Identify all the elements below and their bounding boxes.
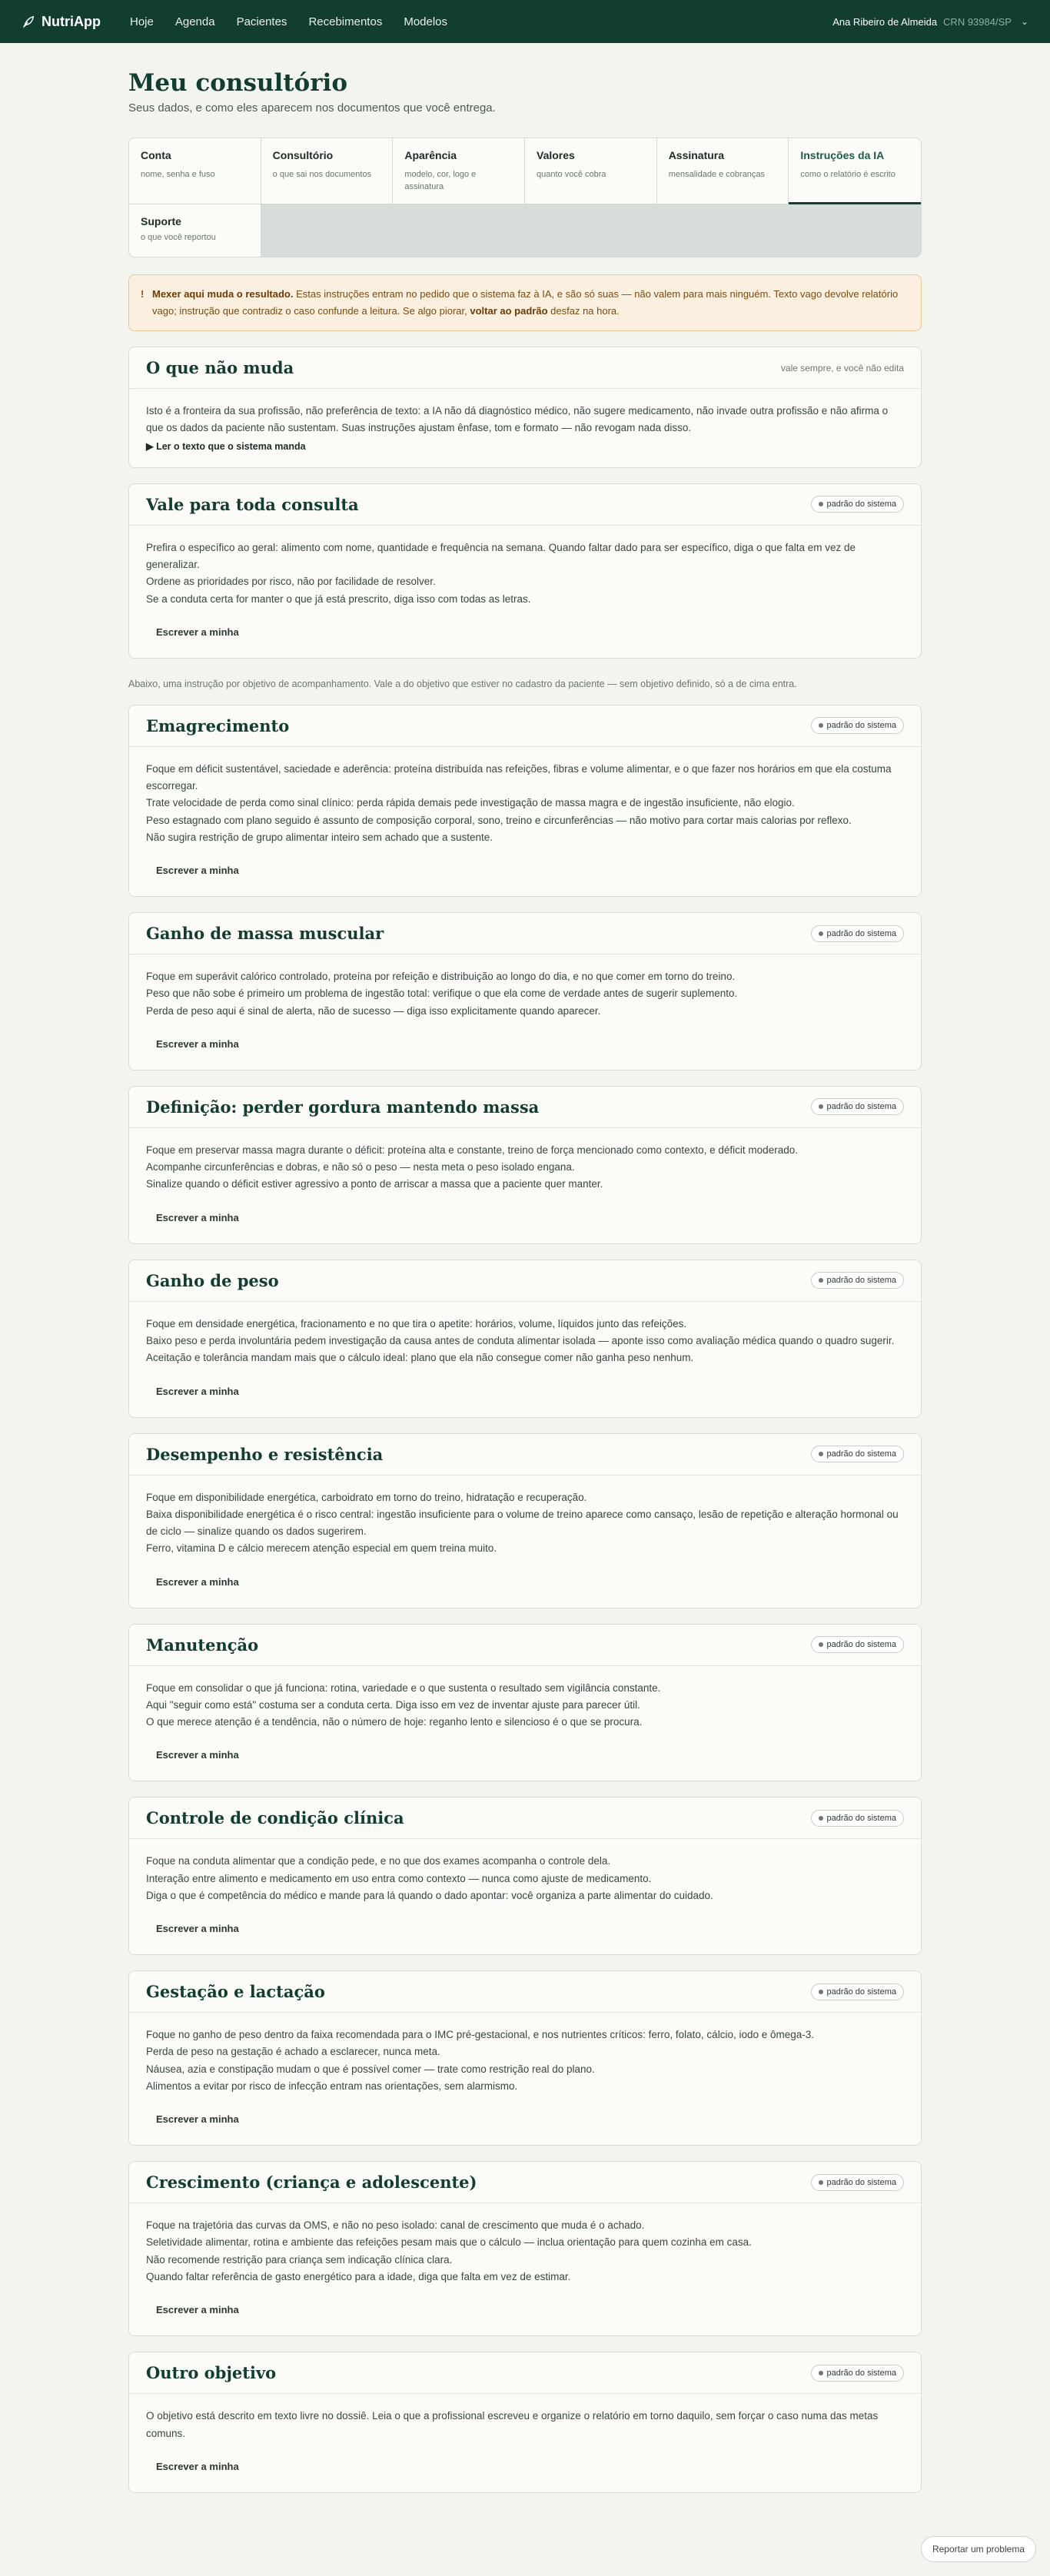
card-line: Prefira o específico ao geral: alimento com nome, quantidade e frequência na semana. Quando faltar dado para ser específico, diga o que falta em vez de generalizar. xyxy=(146,541,856,570)
tab-suporte[interactable] xyxy=(129,204,261,257)
status-badge xyxy=(811,1810,905,1827)
card-line: Náusea, azia e constipação mudam o que é possível comer — trate como restrição real do plano. xyxy=(146,2063,595,2075)
dot-icon xyxy=(819,2180,823,2185)
write-own-button[interactable]: Escrever a minha xyxy=(156,2304,239,2316)
card-goal xyxy=(128,2161,922,2336)
tab-title: Suporte xyxy=(141,215,181,227)
card-goal xyxy=(128,1624,922,1782)
card-title: Desempenho e resistência xyxy=(146,1444,384,1464)
card-line: Diga o que é competência do médico e mande para lá quando o dado apontar: você organiza a parte alimentar do cuidado. xyxy=(146,1889,713,1901)
card-line: Foque na conduta alimentar que a condição pede, e no que dos exames acompanha o controle dela. xyxy=(146,1855,611,1867)
badge-label: padrão do sistema xyxy=(826,2177,896,2187)
tab-instrucoes-ia[interactable] xyxy=(789,138,921,204)
report-problem-button[interactable]: Reportar um problema xyxy=(921,2536,1036,2562)
tab-title: Conta xyxy=(141,149,171,161)
nav-link-hoje[interactable]: Hoje xyxy=(129,15,154,28)
card-title: Ganho de peso xyxy=(146,1270,279,1290)
card-goal xyxy=(128,1086,922,1244)
warning-strong: Mexer aqui muda o resultado. xyxy=(152,288,294,300)
card-title: Outro objetivo xyxy=(146,2363,277,2383)
status-badge xyxy=(811,1272,905,1289)
card-line: Peso estagnado com plano seguido é assunto de composição corporal, sono, treino e circunferências — não motivo para cortar mais calorias por reflexo. xyxy=(146,814,852,826)
write-own-button[interactable]: Escrever a minha xyxy=(156,1749,239,1761)
card-line: Peso que não sobe é primeiro um problema de ingestão total: verifique o que ela come de verdade antes de sugerir suplemento. xyxy=(146,988,738,1000)
nav-link-pacientes[interactable]: Pacientes xyxy=(236,15,287,28)
tab-title: Consultório xyxy=(272,149,334,161)
card-line: Foque em disponibilidade energética, carboidrato em torno do treino, hidratação e recuperação. xyxy=(146,1491,587,1503)
nav-link-agenda[interactable]: Agenda xyxy=(174,15,215,28)
card-line: Aqui "seguir como está" costuma ser a conduta certa. Diga isso em vez de inventar ajuste para parecer útil. xyxy=(146,1698,640,1711)
card-line: Baixa disponibilidade energética é o risco central: ingestão insuficiente para o volume de treino aparece como cansaço, lesão de repetição e alteração hormonal ou de ciclo — sinalize quando os dados sugerirem. xyxy=(146,1508,899,1538)
card-goal xyxy=(128,1797,922,1955)
status-badge xyxy=(811,717,905,734)
card-line: Acompanhe circunferências e dobras, e não só o peso — nesta meta o peso isolado engana. xyxy=(146,1161,575,1173)
status-badge xyxy=(811,1636,905,1653)
dot-icon xyxy=(819,1278,823,1283)
goals-intro: Abaixo, uma instrução por objetivo de acompanhamento. Vale a do objetivo que estiver no cadastro da paciente — sem objetivo definido, só a de cima entra. xyxy=(128,678,797,689)
write-own-button[interactable]: Escrever a minha xyxy=(156,1211,239,1223)
brand[interactable] xyxy=(22,14,101,30)
main-nav xyxy=(130,15,447,28)
user-menu[interactable] xyxy=(832,16,1028,28)
tab-valores[interactable] xyxy=(525,138,657,204)
dot-icon xyxy=(819,931,823,936)
write-own-button[interactable]: Escrever a minha xyxy=(156,2113,239,2126)
card-goal xyxy=(128,1970,922,2146)
card-title: Emagrecimento xyxy=(146,715,290,735)
card-title: Controle de condição clínica xyxy=(146,1808,404,1828)
tab-consultorio[interactable] xyxy=(261,138,394,204)
card-line: Isto é a fronteira da sua profissão, não preferência de texto: a IA não dá diagnóstico médico, não sugere medicamento, não invade outra profissão e não afirma o que os dados da paciente não sustentam. Suas instruções ajustam ênfase, tom e formato — não revogam nada disso. xyxy=(146,405,889,434)
badge-label: padrão do sistema xyxy=(826,1276,896,1286)
main-content xyxy=(128,43,922,2493)
card-line: Foque em superávit calórico controlado, proteína por refeição e distribuição ao longo do dia, e no que comer em torno do treino. xyxy=(146,971,736,983)
nav-link-modelos[interactable]: Modelos xyxy=(404,15,448,28)
card-line: Foque em preservar massa magra durante o déficit: proteína alta e constante, treino de força mencionado como contexto, e déficit moderado. xyxy=(146,1144,798,1156)
status-badge xyxy=(811,2174,905,2191)
card-line: Quando faltar referência de gasto energético para a idade, diga que falta em vez de estimar. xyxy=(146,2271,571,2283)
card-goal xyxy=(128,705,922,897)
dot-icon xyxy=(819,2371,823,2375)
card-title: Gestação e lactação xyxy=(146,1982,325,2002)
dot-icon xyxy=(819,1104,823,1109)
card-line: Alimentos a evitar por risco de infecção entram nas orientações, sem alarmismo. xyxy=(146,2080,518,2092)
badge-label: padrão do sistema xyxy=(826,1640,896,1650)
card-line: Aceitação e tolerância mandam mais que o cálculo ideal: plano que ela não consegue comer não ganha peso nenhum. xyxy=(146,1352,694,1364)
settings-tabs xyxy=(128,138,922,257)
badge-label: padrão do sistema xyxy=(826,500,896,510)
goal-cards xyxy=(128,705,922,2493)
card-title: Crescimento (criança e adolescente) xyxy=(146,2173,477,2193)
card-goal xyxy=(128,912,922,1071)
card-line: Ordene as prioridades por risco, não por facilidade de resolver. xyxy=(146,576,436,588)
card-line: Não recomende restrição para criança sem indicação clínica clara. xyxy=(146,2253,453,2266)
read-system-text-toggle[interactable]: ▶ Ler o texto que o sistema manda xyxy=(146,440,306,452)
card-line: O que merece atenção é a tendência, não o número de hoje: reganho lento e silencioso é o que se procura. xyxy=(146,1716,643,1728)
badge-label: padrão do sistema xyxy=(826,1449,896,1459)
tab-title: Aparência xyxy=(404,149,457,161)
write-own-button[interactable]: Escrever a minha xyxy=(156,1923,239,1935)
status-badge xyxy=(811,496,905,513)
card-goal xyxy=(128,1433,922,1608)
card-line: Foque em densidade energética, fracionamento e no que tira o apetite: horários, volume, líquidos junto das refeições. xyxy=(146,1317,687,1329)
warning-icon: ! xyxy=(141,288,145,300)
tab-desc: quanto você cobra xyxy=(537,170,606,179)
dot-icon xyxy=(819,1642,823,1647)
tab-aparencia[interactable] xyxy=(393,138,525,204)
user-crn: CRN 93984/SP xyxy=(943,15,1012,28)
card-line: Foque no ganho de peso dentro da faixa recomendada para o IMC pré-gestacional, e nos nutrientes críticos: ferro, folato, cálcio, iodo e ômega-3. xyxy=(146,2029,815,2041)
write-own-button[interactable]: Escrever a minha xyxy=(156,865,239,877)
page-title: Meu consultório xyxy=(128,69,348,97)
tab-title: Valores xyxy=(537,149,575,161)
chevron-down-icon: ⌄ xyxy=(1020,16,1028,27)
card-line: Foque na trajetória das curvas da OMS, e não no peso isolado: canal de crescimento que muda é o achado. xyxy=(146,2219,645,2232)
write-own-button[interactable]: Escrever a minha xyxy=(156,1385,239,1397)
card-line: Não sugira restrição de grupo alimentar inteiro sem achado que a sustente. xyxy=(146,831,493,843)
leaf-logo-icon xyxy=(22,15,35,28)
status-badge xyxy=(811,1446,905,1462)
card-fixed-rules xyxy=(128,347,922,468)
warning-strong-2: voltar ao padrão xyxy=(470,305,548,317)
user-name: Ana Ribeiro de Almeida xyxy=(832,15,938,28)
tab-desc: mensalidade e cobranças xyxy=(668,170,766,179)
tab-title: Assinatura xyxy=(668,149,725,161)
badge-label: padrão do sistema xyxy=(826,721,896,731)
card-goal xyxy=(128,2352,922,2493)
status-badge xyxy=(811,925,905,942)
warning-text: Estas instruções entram no pedido que o sistema faz à IA, e são só suas — não valem para mais ninguém. Texto vago devolve relatório vago; instrução que contradiz o caso confunde a leitura. Se algo piorar, xyxy=(152,288,899,317)
card-line: Se a conduta certa for manter o que já está prescrito, diga isso com todas as letras. xyxy=(146,593,531,605)
dot-icon xyxy=(819,1452,823,1456)
card-line: Foque em consolidar o que já funciona: rotina, variedade e o que sustenta o resultado sem vigilância constante. xyxy=(146,1681,661,1694)
card-title: Ganho de massa muscular xyxy=(146,924,384,944)
page-subtitle: Seus dados, e como eles aparecem nos documentos que você entrega. xyxy=(128,101,496,115)
card-meta: vale sempre, e você não edita xyxy=(780,362,904,373)
status-badge xyxy=(811,1098,905,1115)
tab-desc: modelo, cor, logo e assinatura xyxy=(404,170,477,191)
tab-desc: como o relatório é escrito xyxy=(800,170,895,179)
write-own-button[interactable]: Escrever a minha xyxy=(156,1037,239,1050)
card-line: Perda de peso na gestação é achado a esclarecer, nunca meta. xyxy=(146,2046,440,2058)
warning-banner xyxy=(128,274,922,331)
card-title: Definição: perder gordura mantendo massa xyxy=(146,1097,540,1117)
card-line: Ferro, vitamina D e cálcio merecem atenção especial em quem treina muito. xyxy=(146,1542,497,1555)
card-line: Interação entre alimento e medicamento em uso entra como contexto — nunca como ajuste de medicamento. xyxy=(146,1872,652,1884)
card-title: O que não muda xyxy=(146,358,294,378)
write-own-button[interactable]: Escrever a minha xyxy=(156,2460,239,2472)
tab-desc: nome, senha e fuso xyxy=(141,170,215,179)
badge-label: padrão do sistema xyxy=(826,2368,896,2378)
card-line: Baixo peso e perda involuntária pedem investigação da causa antes de conduta alimentar isolada — aponte isso como avaliação médica quando o quadro sugerir. xyxy=(146,1334,895,1346)
card-line: Foque em déficit sustentável, saciedade e aderência: proteína distribuída nas refeições, fibras e volume alimentar, e o que fazer nos horários em que ela costuma escorregar. xyxy=(146,762,892,792)
badge-label: padrão do sistema xyxy=(826,928,896,938)
badge-label: padrão do sistema xyxy=(826,1813,896,1823)
card-title: Vale para toda consulta xyxy=(146,494,359,514)
brand-name: NutriApp xyxy=(42,13,101,29)
status-badge xyxy=(811,2365,905,2382)
card-line: O objetivo está descrito em texto livre no dossiê. Leia o que a profissional escreveu e organize o relatório em torno daquilo, sem forçar o caso numa das metas comuns. xyxy=(146,2410,879,2439)
dot-icon xyxy=(819,723,823,728)
badge-label: padrão do sistema xyxy=(826,1987,896,1997)
write-own-button[interactable]: Escrever a minha xyxy=(156,626,239,638)
card-general xyxy=(128,483,922,659)
dot-icon xyxy=(819,502,823,506)
card-line: Trate velocidade de perda como sinal clínico: perda rápida demais pede investigação de massa magra e de ingestão insuficiente, não elogio. xyxy=(146,797,795,809)
card-title: Manutenção xyxy=(146,1635,259,1655)
dot-icon xyxy=(819,1990,823,1994)
card-line: Perda de peso aqui é sinal de alerta, não de sucesso — diga isso explicitamente quando aparecer. xyxy=(146,1004,601,1017)
card-line: Sinalize quando o déficit estiver agressivo a ponto de arriscar a massa que a paciente quer manter. xyxy=(146,1178,603,1190)
warning-text-2: desfaz na hora. xyxy=(550,305,620,317)
card-goal xyxy=(128,1260,922,1418)
tab-assinatura[interactable] xyxy=(657,138,789,204)
top-navbar xyxy=(0,0,1050,43)
card-line: Seletividade alimentar, rotina e ambiente das refeições pesam mais que o cálculo — inclua orientação para quem cozinha em casa. xyxy=(146,2236,752,2249)
tab-desc: o que você reportou xyxy=(141,233,216,242)
tab-title: Instruções da IA xyxy=(800,149,885,161)
nav-link-recebimentos[interactable]: Recebimentos xyxy=(308,15,383,28)
dot-icon xyxy=(819,1816,823,1821)
tab-conta[interactable] xyxy=(129,138,261,204)
write-own-button[interactable]: Escrever a minha xyxy=(156,1575,239,1588)
status-badge xyxy=(811,1983,905,2000)
badge-label: padrão do sistema xyxy=(826,1102,896,1112)
tab-desc: o que sai nos documentos xyxy=(272,170,372,179)
